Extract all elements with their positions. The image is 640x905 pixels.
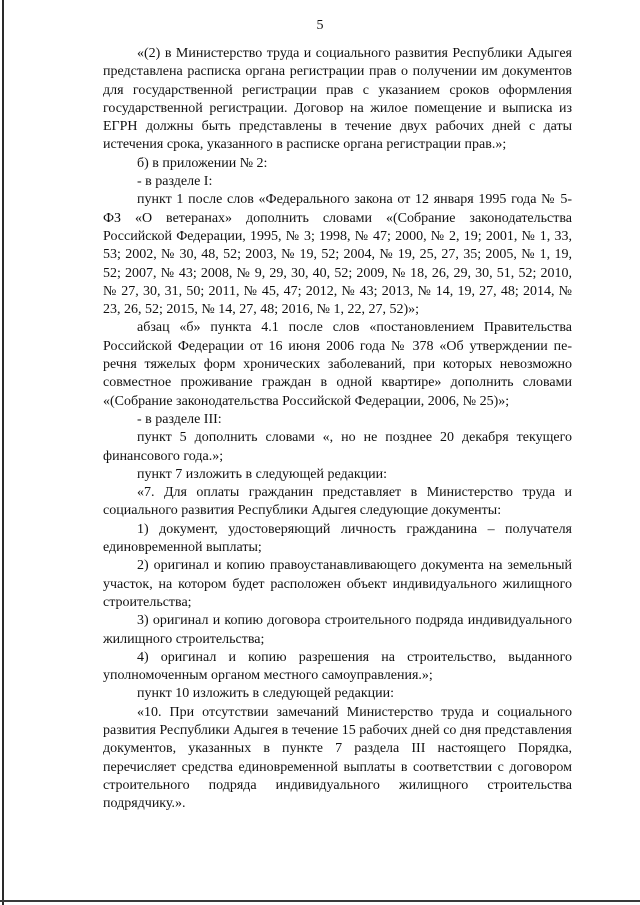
document-body — [103, 45, 572, 813]
page-number: 5 — [316, 18, 324, 33]
paragraph: - в разделе III: — [137, 411, 222, 427]
paragraph: пункт 5 дополнить словами «, но не позднее 20 декабря текущего финансового года.»; — [103, 430, 572, 464]
paragraph: пункт 7 изложить в следующей редакции: — [137, 466, 387, 482]
scan-left-edge — [2, 0, 4, 905]
paragraph: пункт 10 изложить в следующей редакции: — [137, 686, 394, 702]
paragraph: - в разделе I: — [137, 174, 213, 190]
paragraph: 3) оригинал и копию договора строительного подряда индивидуального жилищного строительства; — [103, 613, 572, 647]
paragraph: «(2) в Министерство труда и социального развития Республики Адыгея представлена расписка органа регистрации прав о получении им документов для государственной регистрации прав с указанием сроков оформления государственной регистрации. Договор на жилое помещение и выписка из ЕГРН должны быть представлены в течение двух рабочих дней с даты истечения срока, указанного в расписке органа регистрации прав.»; — [103, 46, 572, 153]
paragraph: пункт 1 после слов «Федерального закона от 12 января 1995 года № 5-ФЗ «О ветеранах» дополнить словами «(Собрание законодательства Российской Федерации, 1995, № 3; 1998, № 47; 2000, № 2, 19; 2001, № 1, 33, 53; 2002, № 30, 48, 52; 2003, № 19, 52; 2004, № 19, 25, 27, 35; 2005, № 1, 19, 52; 2007, № 43; 2008, № 9, 29, 30, 40, 52; 2009, № 18, 26, 29, 30, 51, 52; 2010, № 27, 30, 31, 50; 2011, № 45, 47; 2012, № 43; 2013, № 14, 19, 27, 48; 2014, № 23, 26, 52; 2015, № 14, 27, 48; 2016, № 1, 22, 27, 52)»; — [103, 192, 572, 318]
paragraph: 2) оригинал и копию правоустанавливающего документа на земельный участок, на котором будет расположен объект индивидуального жилищного строительства; — [103, 558, 572, 610]
paragraph: б) в приложении № 2: — [137, 155, 268, 171]
paragraph: абзац «б» пункта 4.1 после слов «постановлением Правительства Российской Федерации от 16 июня 2006 года № 378 «Об утверждении перечня тяжелых форм хронических заболеваний, при которых невозможно совместное проживание граждан в одной квартире» дополнить словами «(Собрание законодательства Российской Федерации, 2006, № 25)»; — [103, 320, 572, 409]
paragraph: 1) документ, удостоверяющий личность гражданина – получателя единовременной выплаты; — [103, 521, 572, 556]
paragraph: «7. Для оплаты гражданин представляет в Министерство труда и социального развития Республики Адыгея следующие документы: — [103, 485, 572, 519]
paragraph: 4) оригинал и копию разрешения на строительство, выданного уполномоченным органом местного самоуправления.»; — [103, 649, 572, 684]
scan-bottom-edge — [0, 900, 640, 902]
paragraph: «10. При отсутствии замечаний Министерство труда и социального развития Республики Адыгея в течение 15 рабочих дней со дня представления документов, указанных в пункте 7 раздела III настоящего Порядка, перечисляет средства единовременной выплаты в соответствии с договором строительного подряда индивидуального жилищного строительства подрядчику.». — [103, 704, 572, 812]
